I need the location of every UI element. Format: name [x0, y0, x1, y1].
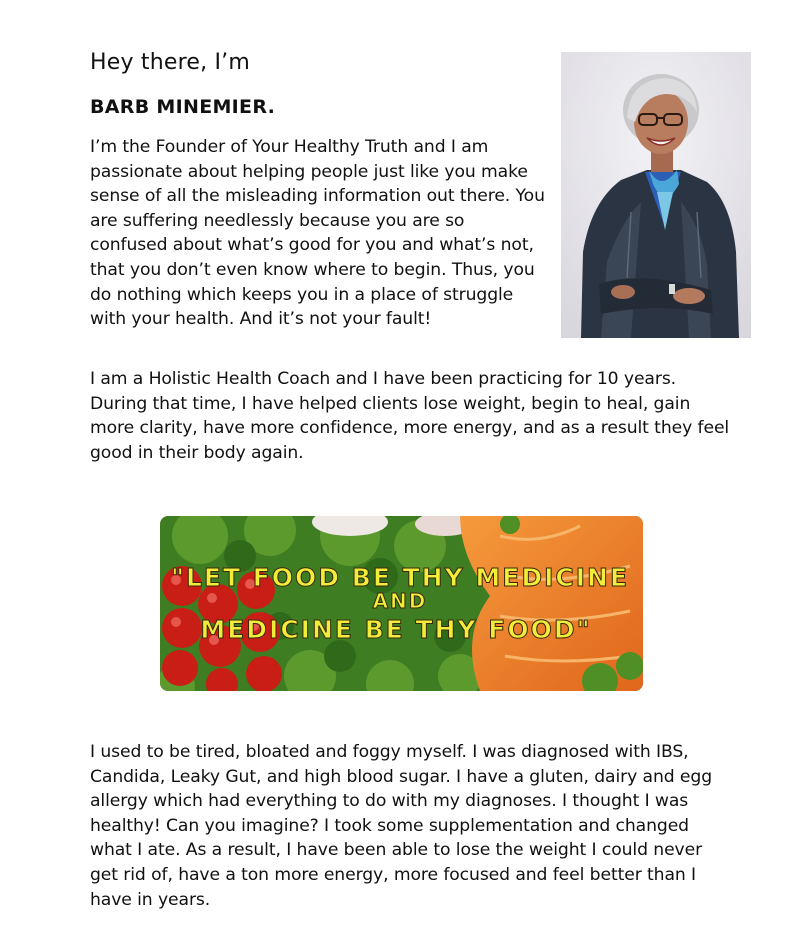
greeting-heading: Hey there, I’m [90, 50, 250, 75]
intro-paragraph: I’m the Founder of Your Healthy Truth and I am passionate about helping people just like you make sense of all the misleading information out there. You are suffering needlessly because you are so confused about what’s good for you and what’s not, that you don’t even know where to begin. Thus, you do nothing which keeps you in a place of struggle with your health. And it’s not your fault! [90, 137, 545, 330]
experience-paragraph: I am a Holistic Health Coach and I have been practicing for 10 years. During that time, I have helped clients lose weight, begin to heal, gain more clarity, have more confidence, more energy, and as a result they feel good in their body again. [90, 369, 730, 463]
author-portrait [561, 52, 751, 338]
quote-line-3: MEDICINE BE THY FOOD" [200, 615, 592, 644]
food-quote-banner [160, 516, 643, 691]
quote-line-2: AND [372, 589, 428, 613]
quote-line-1: "LET FOOD BE THY MEDICINE [170, 563, 630, 592]
author-name: BARB MINEMIER. [90, 96, 276, 118]
portrait-illustration [561, 52, 751, 338]
personal-story-paragraph: I used to be tired, bloated and foggy myself. I was diagnosed with IBS, Candida, Leaky Gut, and high blood sugar. I have a gluten, dairy and egg allergy which had everything to do with my diagnoses. I thought I was healthy! Can you imagine? I took some supplementation and changed what I ate. As a result, I have been able to lose the weight I could never get rid of, have a ton more energy, more focused and feel better than I have in years. [90, 742, 713, 910]
food-banner-image [160, 516, 643, 691]
